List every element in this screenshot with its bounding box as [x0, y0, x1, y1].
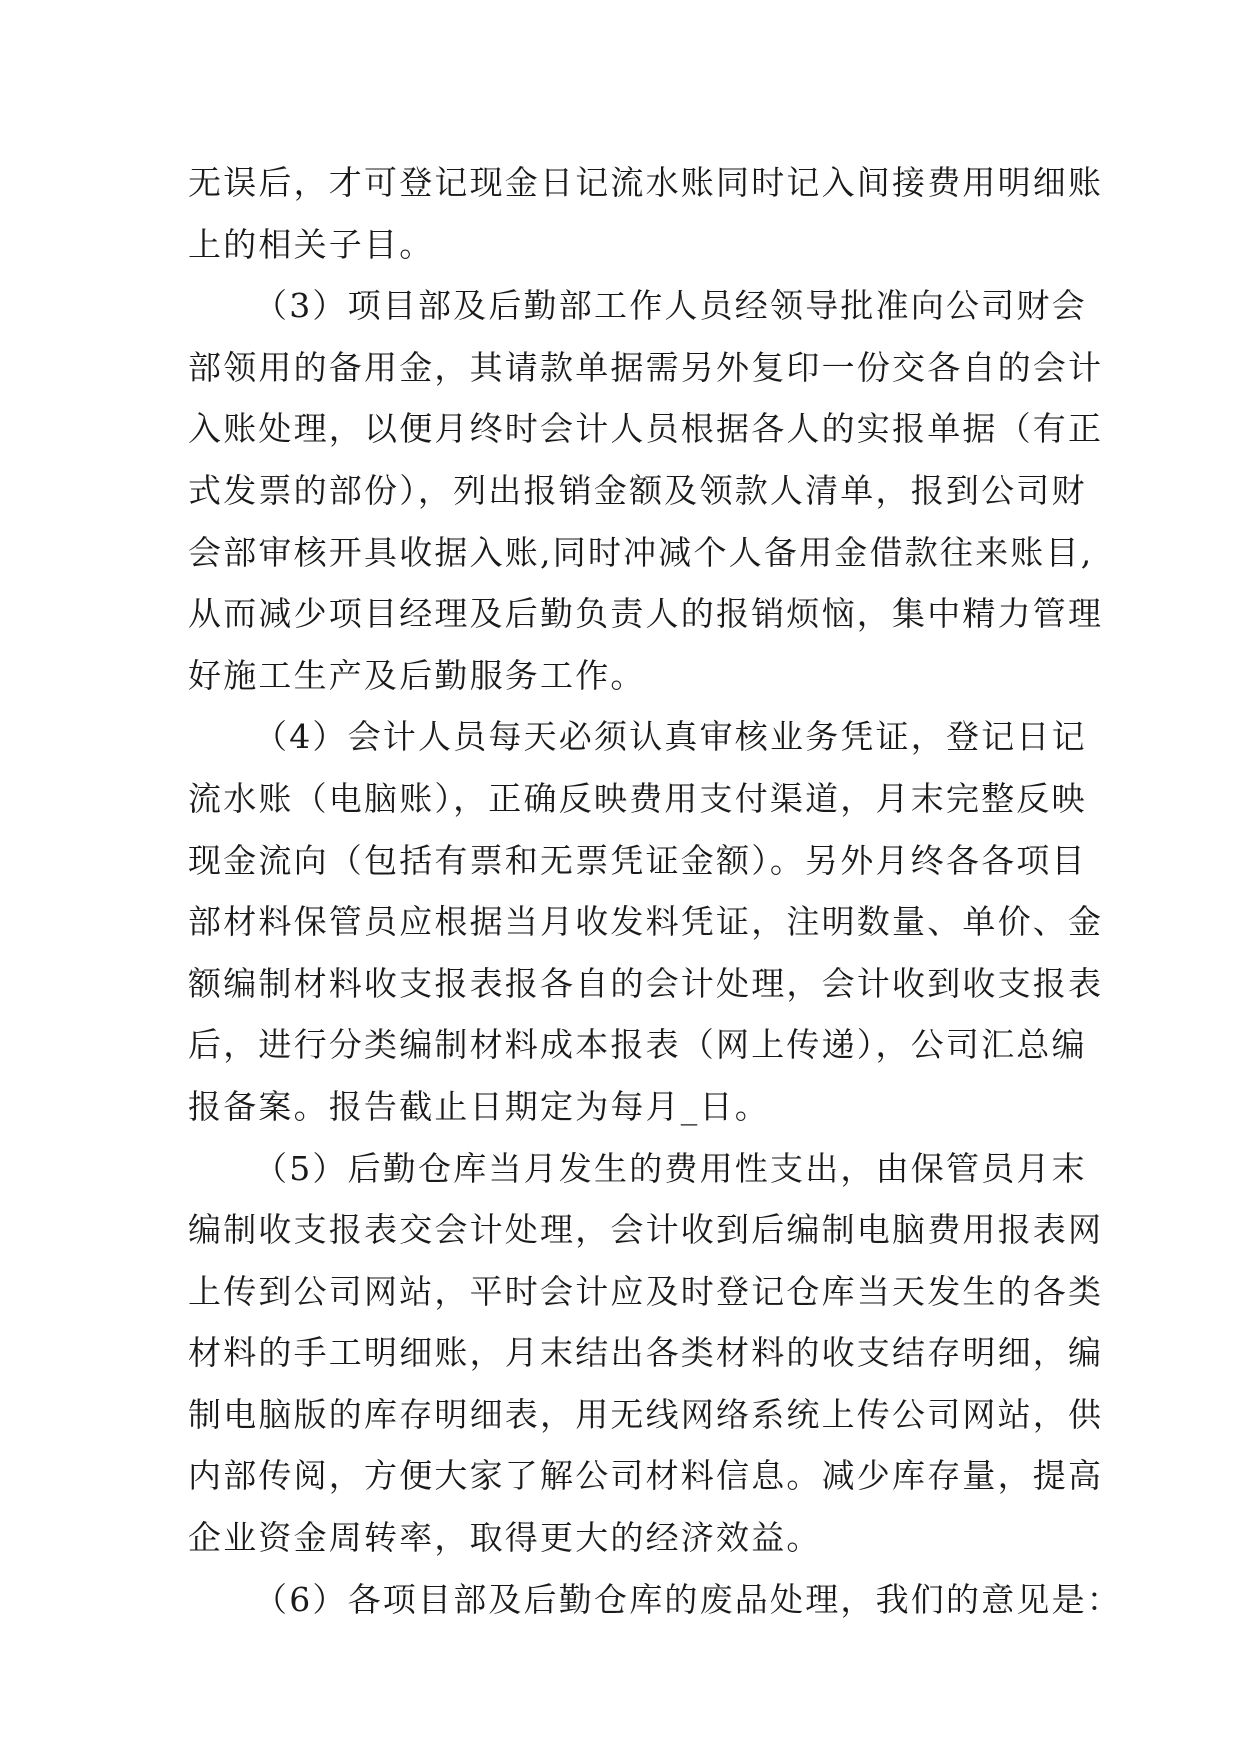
text-line: 内部传阅，方便大家了解公司材料信息。减少库存量，提高 [188, 1456, 1104, 1496]
text-line: 会部审核开具收据入账,同时冲减个人备用金借款往来账目, [188, 532, 1094, 572]
text-line: 材料的手工明细账，月末结出各类材料的收支结存明细，编 [188, 1333, 1104, 1373]
text-line: 后，进行分类编制材料成本报表（网上传递），公司汇总编 [188, 1025, 1087, 1065]
text-line: 从而减少项目经理及后勤负责人的报销烦恼，集中精力管理 [188, 594, 1104, 634]
text-line: （4）会计人员每天必须认真审核业务凭证，登记日记 [254, 717, 1087, 757]
text-line: 编制收支报表交会计处理，会计收到后编制电脑费用报表网 [188, 1210, 1104, 1250]
text-line: 企业资金周转率，取得更大的经济效益。 [188, 1518, 822, 1558]
text-line: 无误后，才可登记现金日记流水账同时记入间接费用明细账 [188, 163, 1104, 202]
text-line: 制电脑版的库存明细表，用无线网络系统上传公司网站，供 [188, 1394, 1104, 1434]
text-line: 上传到公司网站，平时会计应及时登记仓库当天发生的各类 [188, 1271, 1104, 1311]
text-line: 部材料保管员应根据当月收发料凭证，注明数量、单价、金 [188, 902, 1104, 942]
text-line: 流水账（电脑账），正确反映费用支付渠道，月末完整反映 [188, 778, 1087, 818]
text-line: 现金流向（包括有票和无票凭证金额）。另外月终各各项目 [188, 840, 1087, 880]
text-line: 额编制材料收支报表报各自的会计处理，会计收到收支报表 [188, 963, 1104, 1003]
text-line: 部领用的备用金，其请款单据需另外复印一份交各自的会计 [188, 347, 1104, 387]
text-line: 式发票的部份），列出报销金额及领款人清单，报到公司财 [188, 470, 1087, 510]
text-line: （6）各项目部及后勤仓库的废品处理，我们的意见是： [254, 1579, 1122, 1619]
text-line: 报备案。报告截止日期定为每月_日。 [188, 1086, 770, 1126]
text-line: （5）后勤仓库当月发生的费用性支出，由保管员月末 [254, 1148, 1087, 1188]
text-line: （3）项目部及后勤部工作人员经领导批准向公司财会 [254, 286, 1087, 326]
text-line: 上的相关子目。 [188, 224, 435, 264]
text-line: 好施工生产及后勤服务工作。 [188, 655, 646, 695]
document-body-text [188, 152, 1122, 1630]
text-line: 入账处理，以便月终时会计人员根据各人的实报单据（有正 [188, 409, 1104, 449]
